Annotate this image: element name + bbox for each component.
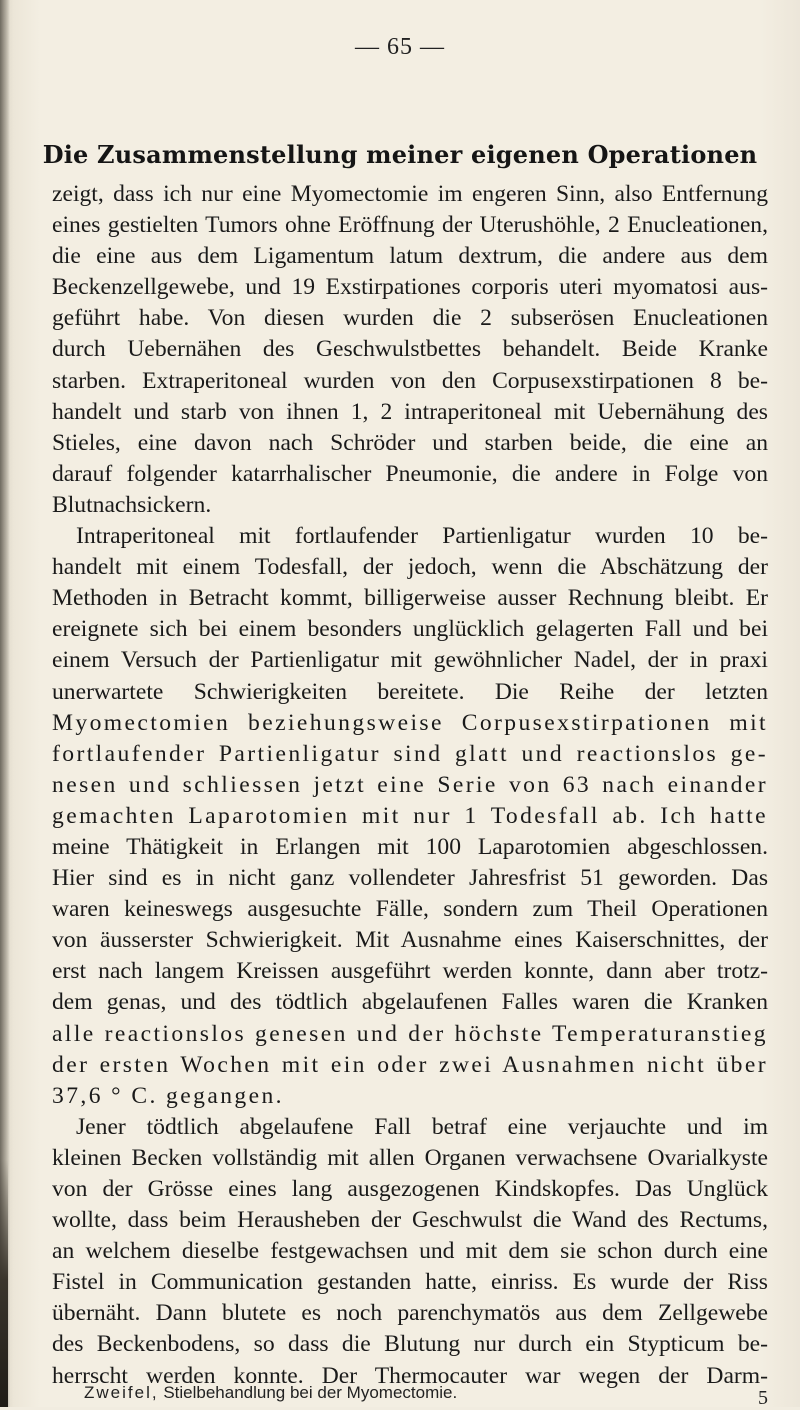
text-line: meine Thätigkeit in Erlangen mit 100 Laparotomien abgeschlossen. xyxy=(52,833,768,860)
footer-title: Stielbehandlung bei der Myomectomie. xyxy=(163,1383,458,1402)
text-line: Beckenzellgewebe, und 19 Exstirpationes corporis uteri myomatosi aus- xyxy=(52,274,768,301)
body-text xyxy=(52,179,768,1392)
text-line: Jener tödtlich abgelaufene Fall betraf eine verjauchte und im xyxy=(76,1113,768,1140)
text-line: geführt habe. Von diesen wurden die 2 subserösen Enucleationen xyxy=(52,305,768,332)
text-line: darauf folgender katarrhalischer Pneumonie, die andere in Folge von xyxy=(52,460,768,487)
running-footer xyxy=(84,1383,457,1402)
text-line: handelt und starb von ihnen 1, 2 intraperitoneal mit Uebernähung des xyxy=(52,398,768,425)
text-line: fortlaufender Partienligatur sind glatt und reactionslos ge- xyxy=(52,740,768,767)
text-line: von der Grösse eines lang ausgezogenen Kindskopfes. Das Unglück xyxy=(52,1176,768,1202)
binding-shadow xyxy=(0,1160,8,1407)
text-line: Methoden in Betracht kommt, billigerweise ausser Rechnung bleibt. Er xyxy=(52,585,768,612)
footer-author: Zweifel, xyxy=(84,1383,159,1402)
text-line: des Beckenbodens, so dass die Blutung nur durch ein Stypticum be- xyxy=(52,1331,768,1358)
text-line: 37,6 ° C. gegangen. xyxy=(52,1082,284,1109)
text-line: durch Uebernähen des Geschwulstbettes behandelt. Beide Kranke xyxy=(52,336,768,363)
text-line: zeigt, dass ich nur eine Myomectomie im engeren Sinn, also Entfernung xyxy=(52,181,768,207)
text-line: von äusserster Schwierigkeit. Mit Ausnahme eines Kaiserschnittes, der xyxy=(52,927,768,954)
text-line: gemachten Laparotomien mit nur 1 Todesfall ab. Ich hatte xyxy=(52,802,768,829)
text-line: herrscht werden konnte. Der Thermocauter war wegen der Darm- xyxy=(52,1362,768,1389)
page-footer xyxy=(84,1383,768,1409)
page-number: — 65 — xyxy=(355,34,445,60)
signature-mark: 5 xyxy=(758,1387,768,1409)
text-line: Fistel in Communication gestanden hatte, einriss. Es wurde der Riss xyxy=(52,1269,768,1296)
text-line: ereignete sich bei einem besonders unglücklich gelagerten Fall und bei xyxy=(52,616,768,643)
text-line: einem Versuch der Partienligatur mit gewöhnlicher Nadel, der in praxi xyxy=(52,647,768,674)
text-line: dem genas, und des tödtlich abgelaufenen Falles waren die Kranken xyxy=(52,989,768,1016)
text-line: Hier sind es in nicht ganz vollendeter Jahresfrist 51 geworden. Das xyxy=(52,865,768,892)
text-line: übernäht. Dann blutete es noch parenchymatös aus dem Zellgewebe xyxy=(52,1300,768,1327)
text-line: wollte, dass beim Herausheben der Geschwulst die Wand des Rectums, xyxy=(52,1207,768,1234)
text-line: Stieles, eine davon nach Schröder und starben beide, die eine an xyxy=(52,429,768,456)
text-line: an welchem dieselbe festgewachsen und mit dem sie schon durch eine xyxy=(52,1238,768,1265)
text-line: die eine aus dem Ligamentum latum dextrum, die andere aus dem xyxy=(52,243,768,270)
text-line: der ersten Wochen mit ein oder zwei Ausnahmen nicht über xyxy=(52,1051,768,1078)
text-line: kleinen Becken vollständig mit allen Organen verwachsene Ovarialkyste xyxy=(52,1144,768,1171)
text-line: Myomectomien beziehungsweise Corpusexstirpationen mit xyxy=(52,709,768,736)
section-heading: Die Zusammenstellung meiner eigenen Operationen xyxy=(42,140,758,169)
text-line: starben. Extraperitoneal wurden von den Corpusexstirpationen 8 be- xyxy=(52,367,768,394)
text-line: unerwartete Schwierigkeiten bereitete. Die Reihe der letzten xyxy=(52,678,768,705)
text-line: alle reactionslos genesen und der höchste Temperaturanstieg xyxy=(52,1020,768,1047)
text-line: eines gestielten Tumors ohne Eröffnung der Uterushöhle, 2 Enucleationen, xyxy=(52,212,768,239)
text-line: waren keineswegs ausgesuchte Fälle, sondern zum Theil Operationen xyxy=(52,896,768,923)
text-line: handelt mit einem Todesfall, der jedoch, wenn die Abschätzung der xyxy=(52,554,768,581)
text-line: Intraperitoneal mit fortlaufender Partienligatur wurden 10 be- xyxy=(76,523,768,550)
text-line: erst nach langem Kreissen ausgeführt werden konnte, dann aber trotz- xyxy=(52,958,768,985)
text-line: Blutnachsickern. xyxy=(52,491,212,518)
text-line: nesen und schliessen jetzt eine Serie von 63 nach einander xyxy=(52,771,768,798)
